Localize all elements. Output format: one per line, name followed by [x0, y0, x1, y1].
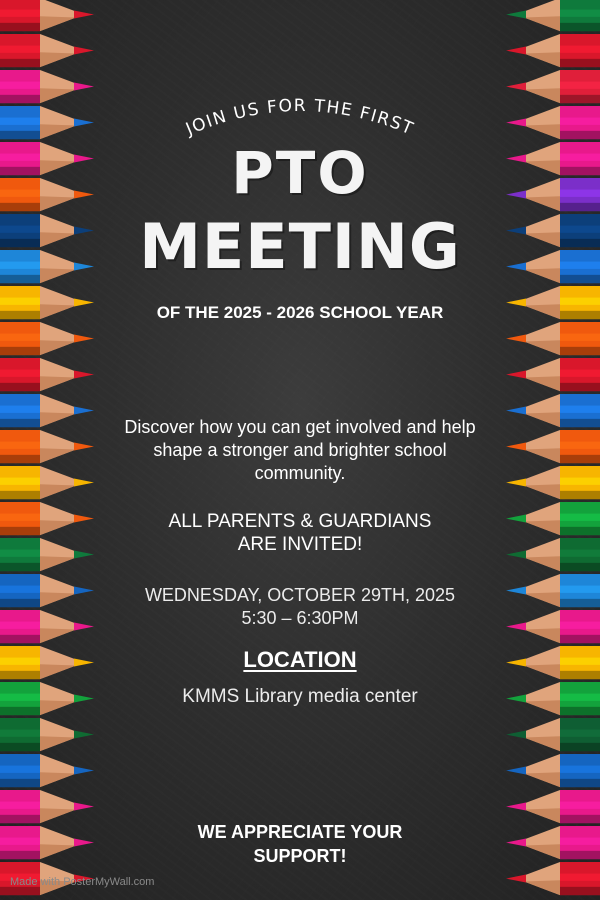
pencil — [0, 0, 94, 31]
pencil — [506, 826, 600, 859]
pencil — [0, 70, 94, 103]
location-text: KMMS Library media center — [182, 686, 418, 707]
pencil — [0, 394, 94, 427]
title-meeting: MEETING — [139, 210, 461, 283]
pencil — [506, 70, 600, 103]
pencil — [0, 430, 94, 463]
time-text: 5:30 – 6:30PM — [241, 608, 359, 628]
title-pto: PTO — [231, 139, 369, 207]
left-pencils-graphic — [0, 0, 100, 900]
pencil — [506, 430, 600, 463]
pencil — [506, 322, 600, 355]
date-text: WEDNESDAY, OCTOBER 29TH, 2025 — [144, 585, 456, 605]
location-heading-text: LOCATION — [243, 647, 357, 672]
pencil — [0, 358, 94, 391]
right-pencil-border — [500, 0, 600, 900]
pencil — [0, 718, 94, 751]
invitation-line-1: ALL PARENTS & GUARDIANS — [168, 511, 432, 532]
closing-message — [170, 820, 430, 868]
pencil — [0, 754, 94, 787]
pencil — [506, 358, 600, 391]
svg-text:JOIN US FOR THE FIRST — [182, 96, 417, 140]
pencil — [506, 0, 600, 31]
pencil — [506, 106, 600, 139]
pencil — [0, 106, 94, 139]
closing-line-1: WE APPRECIATE YOUR — [197, 822, 403, 842]
intro-text: JOIN US FOR THE FIRST — [183, 95, 417, 140]
pencil — [506, 862, 600, 895]
pencil — [0, 466, 94, 499]
date-time — [0, 584, 600, 630]
left-pencil-border — [0, 0, 100, 900]
closing-line-2: SUPPORT! — [253, 846, 347, 866]
pencil — [506, 790, 600, 823]
pencil — [506, 394, 600, 427]
pencil — [0, 826, 94, 859]
description-text: Discover how you can get involved and help shape a stronger and brighter school community. — [124, 417, 476, 483]
pencil — [506, 718, 600, 751]
invitation-line-2: ARE INVITED! — [237, 534, 363, 555]
school-year-subtitle: OF THE 2025 - 2026 SCHOOL YEAR — [156, 303, 444, 322]
pencil — [0, 790, 94, 823]
location-heading — [0, 647, 600, 673]
pencil — [0, 34, 94, 67]
pencil — [506, 34, 600, 67]
pencil — [0, 322, 94, 355]
pencil — [506, 754, 600, 787]
pencil — [506, 466, 600, 499]
watermark-credit: Made with PosterMyWall.com — [10, 876, 155, 888]
invitation — [0, 510, 600, 556]
right-pencils-graphic — [500, 0, 600, 900]
